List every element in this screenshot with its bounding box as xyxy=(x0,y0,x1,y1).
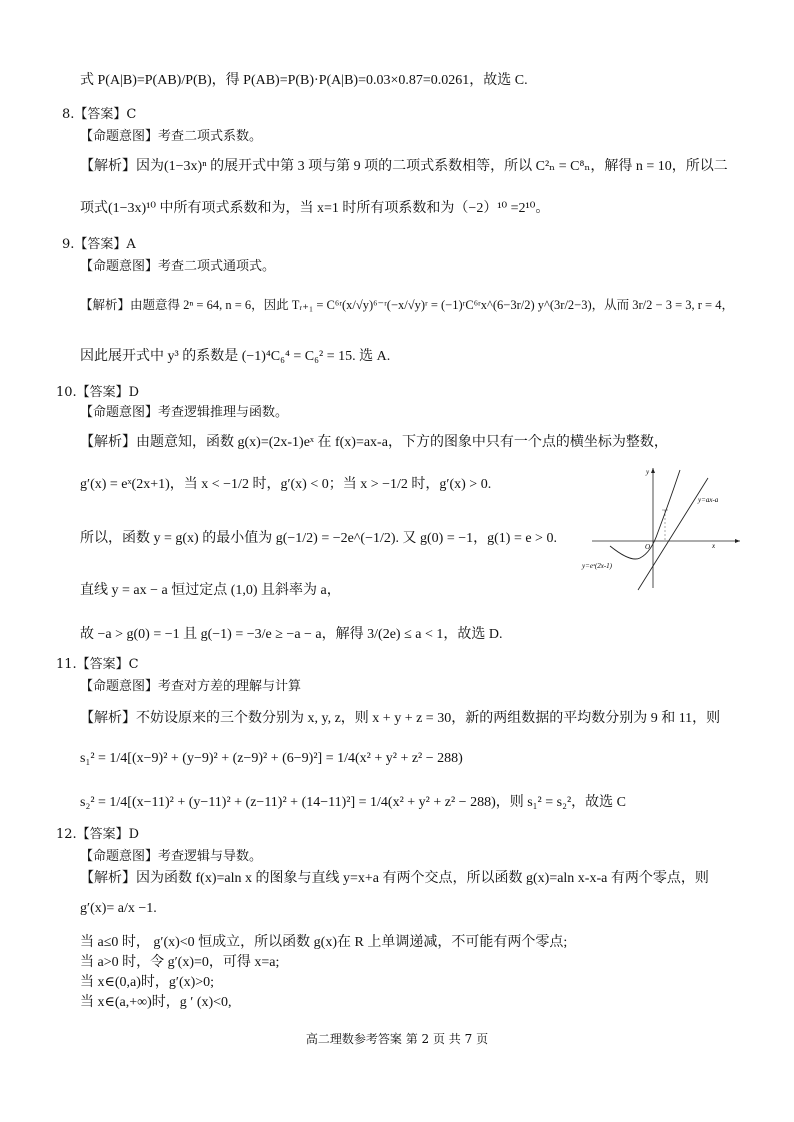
q11-intent: 【命题意图】考查对方差的理解与计算 xyxy=(80,679,302,694)
q8-analysis-line2: 项式(1−3x)¹⁰ 中所有项式系数和为，当 x=1 时所有项系数和为（−2）¹⁰ =2¹⁰。 xyxy=(80,201,550,216)
q12-intent: 【命题意图】考查逻辑与导数。 xyxy=(80,849,263,864)
line-y-ax-a xyxy=(638,478,708,590)
origin-label: O xyxy=(645,543,651,551)
y-axis-arrow xyxy=(651,468,655,473)
q11-analysis-line2: s₁² = 1/4[(x−9)² + (y−9)² + (z−9)² + (6−9)²] = 1/4(x² + y² + z² − 288) xyxy=(80,751,463,766)
q11-analysis-line3: s₂² = 1/4[(x−11)² + (y−11)² + (z−11)² + (14−11)²] = 1/4(x² + y² + z² − 288)，则 s₁² = s₂²，故选 C xyxy=(80,795,627,810)
q12-analysis-line5: 当 x∈(0,a)时，g′(x)>0; xyxy=(80,975,215,990)
q10-answer-head: 10.【答案】D xyxy=(56,385,140,400)
q8-intent: 【命题意图】考查二项式系数。 xyxy=(80,129,263,144)
q12-answer-head: 12.【答案】D xyxy=(56,827,140,842)
q8-analysis-line1: 【解析】因为(1−3x)ⁿ 的展开式中第 3 项与第 9 项的二项式系数相等，所以 C²ₙ = C⁸ₙ，解得 n = 10，所以二 xyxy=(80,159,728,174)
q10-analysis-line1: 【解析】由题意知，函数 g(x)=(2x-1)eˣ 在 f(x)=ax-a，下方的图象中只有一个点的横坐标为整数， xyxy=(80,435,668,450)
q10-intent: 【命题意图】考查逻辑推理与函数。 xyxy=(80,405,289,420)
q12-analysis-line2: g′(x)= a/x −1. xyxy=(80,901,157,916)
q10-function-graph xyxy=(580,462,750,592)
page-footer: 高二理数参考答案 第 2 页 共 7 页 xyxy=(305,1032,489,1046)
x-axis-arrow xyxy=(735,539,740,543)
curve-label: y=eˣ(2x-1) xyxy=(582,562,613,570)
q11-analysis-line1: 【解析】不妨设原来的三个数分别为 x, y, z，则 x + y + z = 30，新的两组数据的平均数分别为 9 和 11，则 xyxy=(80,711,721,726)
q10-analysis-line2: g′(x) = eˣ(2x+1)，当 x < −1/2 时，g′(x) < 0；当 x > −1/2 时，g′(x) > 0. xyxy=(80,477,492,492)
q12-analysis-line1: 【解析】因为函数 f(x)=aln x 的图象与直线 y=x+a 有两个交点，所以函数 g(x)=aln x-x-a 有两个零点，则 xyxy=(80,871,709,886)
q9-analysis-line2: 因此展开式中 y³ 的系数是 (−1)⁴C₆⁴ = C₆² = 15. 选 A. xyxy=(80,349,391,364)
q9-intent: 【命题意图】考查二项式通项式。 xyxy=(80,259,276,274)
x-axis-label: x xyxy=(712,542,716,550)
q9-analysis-line1: 【解析】由题意得 2ⁿ = 64, n = 6，因此 Tᵣ₊₁ = C⁶ʳ(x/√y)⁶⁻ʳ(−x/√y)ʳ = (−1)ʳC⁶ʳx^(6−3r/2) y^(3r/2−3)，从而 3r/2 − 3 = 3, r = 4， xyxy=(80,298,734,312)
q8-answer-head: 8.【答案】C xyxy=(62,107,137,122)
q12-analysis-line3: 当 a≤0 时， g′(x)<0 恒成立，所以函数 g(x)在 R 上单调递减，不可能有两个零点; xyxy=(80,935,568,950)
line-label: y=ax-a xyxy=(698,496,719,504)
q10-analysis-line5: 故 −a > g(0) = −1 且 g(−1) = −3/e ≥ −a − a，解得 3/(2e) ≤ a < 1，故选 D. xyxy=(80,627,503,642)
q12-analysis-line4: 当 a>0 时，令 g′(x)=0，可得 x=a; xyxy=(80,955,280,970)
q10-analysis-line4: 直线 y = ax − a 恒过定点 (1,0) 且斜率为 a， xyxy=(80,583,341,598)
q12-analysis-line6: 当 x∈(a,+∞)时，g ′ (x)<0, xyxy=(80,995,232,1010)
q7-tail-line: 式 P(A|B)=P(AB)/P(B)，得 P(AB)=P(B)·P(A|B)=0.03×0.87=0.0261，故选 C. xyxy=(80,73,528,88)
q11-answer-head: 11.【答案】C xyxy=(56,657,139,672)
y-axis-label: y xyxy=(646,468,650,476)
q9-answer-head: 9.【答案】A xyxy=(62,237,136,252)
q10-analysis-line3: 所以，函数 y = g(x) 的最小值为 g(−1/2) = −2e^(−1/2). 又 g(0) = −1，g(1) = e > 0. xyxy=(80,531,557,546)
